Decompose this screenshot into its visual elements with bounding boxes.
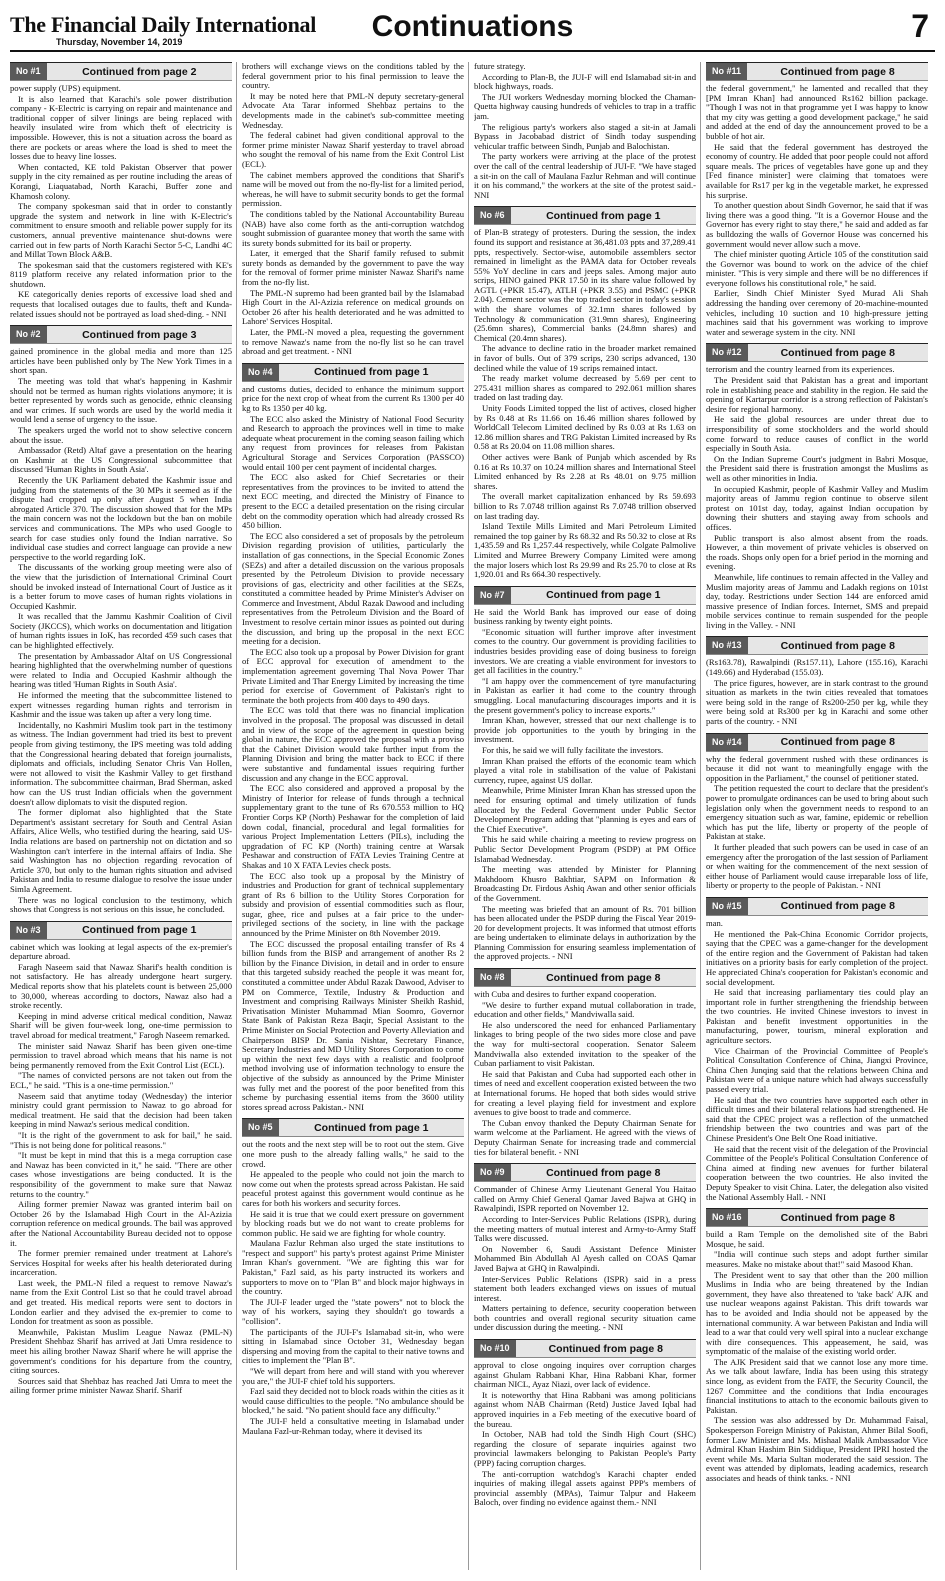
article-paragraph: He informed the meeting that the subcommittee listened to expert witnesses regarding human rights and terrorism in Kashmir and the issue was taken up after a very long time. — [10, 690, 232, 720]
article-paragraph: The party workers were arriving at the place of the protest over the call of the central leadership of JUI-F. "We have staged a sit-in on the call of Maulana Fazlur Rehman and will continue it on his command," the workers at the site of the protest said.- NNI — [474, 151, 696, 200]
article-paragraph: The meeting was told that what's happening in Kashmir should not be termed as human rights violations anymore; it is better represented by words such as genocide, ethnic cleansing and war crimes. If such words are used by the world media it would lend a sense of urgency to the issue. — [10, 376, 232, 425]
continuation-title: Continued from page 8 — [780, 736, 895, 749]
article-paragraph: The ECC also considered a set of proposals by the petroleum Division regarding provision of utilities, particularly the installation of gas connections, in the Special Economic Zones (SEZs) and after a detailed discussion on the various proposals presented by the Petroleum Division to provide necessary provisions of gas, electricity and other facilities at the SEZs, constituted a committee headed by Prime Minister's Adviser on Commerce and Investment, Abdul Razak Dawood and including representatives from the Petroleum Division and the Board of Investment to resolve certain minor issues as pointed out during the discussion, and bring up the proposal in the next ECC meeting for a decision. — [242, 530, 464, 647]
article-paragraph: According to Inter-Services Public Relations (ISPR), during the meeting matters of mutual interest and Army-to-Army Staff Talks were discussed. — [474, 1213, 696, 1244]
continuation-title: Continued from page 8 — [780, 346, 895, 359]
article-paragraph: Meanwhile, Prime Minister Imran Khan has stressed upon the need for ensuring optimal and timely utilization of funds allocated by the Federal Government under Public Sector Development Program adding that "planning is eyes and ears of the Chief Executive". — [474, 785, 696, 834]
article-block — [10, 921, 232, 1396]
issue-date: Thursday, November 14, 2019 — [56, 37, 183, 47]
article-paragraph: of Plan-B strategy of protesters. During the session, the index found its support and resistance at 36,481.03 ppts and 37,289.41 ppts, respectively. Sector-wise, automobile assemblers sector remained in limelight as the PAMA data for October reveals 55% YoY decline in cars and jeeps sales. Among major auto scrips, HINO gained PKR 17.50 in its share value followed by AGTL (+PKR 15.47), ATLH (+PKR 3.55) and PSMC (+PKR 2.04). Cement sector was the top traded sector in today's session with the share volumes of 32.1mn shares followed by Technology & communication (31.9mn shares), Engineering (25.6mn shares), Commercial banks (24.8mn shares) and Chemical (20.4mn shares). — [474, 227, 696, 343]
continuation-header — [474, 1163, 696, 1182]
article-paragraph: KE categorically denies reports of excessive load shed and requests that localised outages due to faults, theft and Kunda-related issues should not be portrayed as load shed-ding. - NNI — [10, 289, 232, 319]
article-paragraph: Incidentally, no Kashmiri Muslim took part in the testimony as witness. The Indian government had tried its best to prevent people from giving testimony, the IPS meeting was told adding that the Congressional hearing debated that foreign journalists, diplomats and officials, including Senator Chris Van Hollen, were not allowed to visit the Kashmir Valley to get firsthand information. The subcommittee chairman, Brad Sherman, asked how can the US trust Indian officials when the government doesn't allow diplomats to visit the disputed region. — [10, 719, 232, 807]
article-paragraph: "Economic situation will further improve after investment comes to the country. Our government is providing facilities to industries besides providing ease of doing business to foreign investors. We are creating a viable environment for investors to get all facilities in the country." — [474, 626, 696, 676]
article-paragraph: The spokesman said that the customers registered with KE's 8119 platform receive any related information prior to the shutdown. — [10, 259, 232, 289]
continuation-tag: No #13 — [706, 637, 748, 654]
article-paragraph: Commander of Chinese Army Lieutenant General You Haitao called on Army Chief General Qamar Javed Bajwa at GHQ in Rawalpindi, ISPR reported on November 12. — [474, 1184, 696, 1214]
article-paragraph: Island Textile Mills Limited and Mari Petroleum Limited remained the top gainer by Rs 68.32 and Rs 50.32 to close at Rs 1,435.59 and Rs 1,257.44 respectively, while Colgate Palmolive Limited and Murree Brewery Company Limited were among the major losers which lost Rs 29.99 and Rs 25.70 to close at Rs 1,920.01 and Rs 664.30 respectively. — [474, 521, 696, 580]
article-paragraph: Vice Chairman of the Provincial Committee of People's Political Consultation Conference of China, Jiangxi Province, China Chen Junqing said that the relations between China and Pakistan were of a unique nature which had always successfully passed every trial. — [706, 1045, 928, 1095]
article-paragraph: The discussants of the working group meeting were also of the view that the jurisdiction of International Criminal Court should be invoked instead of International Court of Justice as it is a better forum to move cases of human rights violations in Occupied Kashmir. — [10, 562, 232, 611]
article-paragraph: approval to close ongoing inquires over corruption charges against Ghulam Rabbani Khar, Hina Rabbani Khar, former chairman NICL, Ayaz Niazi, over lack of evidence. — [474, 1360, 696, 1390]
article-paragraph: Later, it emerged that the Sharif family refused to submit surety bonds as demanded by the government to pave the way for the removal of former prime minister Nawaz Sharif's name from the no-fly list. — [242, 248, 464, 288]
page-number: 7 — [911, 8, 929, 44]
masthead — [10, 6, 935, 52]
article-paragraph: To another question about Sindh Governor, he said that if was living there was a good thing. "It is a Governor House and the Governor has every right to stay there," he said and added as far as bulldozing the walls of Governor House was concerned his government would never allow such a move. — [706, 200, 928, 249]
article-block — [706, 733, 928, 891]
continuation-title: Continued from page 1 — [82, 924, 197, 937]
article-paragraph: The meeting was briefed that an amount of Rs. 701 billion has been allocated under the PSDP during the Fiscal Year 2019-20 for development projects. It was informed that utmost efforts are being undertaken to eliminate delays in authorization by the Planning Commission for ensuring seamless implementation of the approved projects. - NNI — [474, 903, 696, 962]
article-paragraph: The advance to decline ratio in the broader market remained in favor of bulls. Out of 379 scrips, 230 scrips advanced, 130 declined while the value of 19 scrips remained intact. — [474, 343, 696, 373]
continuation-title: Continued from page 2 — [82, 65, 197, 78]
article-paragraph: Meanwhile, Pakistan Muslim League Nawaz (PML-N) President Shehbaz Sharif has arrived at Jati Umra residence to meet his ailing brother Nawaz Sharif where he will apprise the government's conditions for his departure from the country, citing sources. — [10, 1326, 232, 1376]
continuation-header — [706, 343, 928, 362]
column-divider — [236, 62, 237, 1570]
article-paragraph: He said it is true that we could exert pressure on government by blocking roads but we do not want to create problems for common public. He said we are fighting for whole country. — [242, 1208, 464, 1238]
article-paragraph: The overall market capitalization enhanced by Rs 59.693 billion to Rs 7.0748 trillion against Rs 7.0748 trillion observed on last trading day. — [474, 491, 696, 521]
article-paragraph: He also underscored the need for enhanced Parliamentary linkages to bring people of the two sides more close and pave the way for multi-sectoral cooperation. Senator Saleem Mandviwalla also extended invitation to the speaker of the Cuban parliament to visit Pakistan. — [474, 1019, 696, 1069]
continuation-tag: No #1 — [10, 63, 47, 80]
continuation-header — [706, 733, 928, 752]
article-paragraph: The ECC also asked for Chief Secretaries or their representatives from the provinces to be invited to attend the next ECC meeting, and directed the Ministry of Finance to present to the ECC a detailed presentation on the rising circular debt on the commodity operation which had already crossed Rs 450 billion. — [242, 472, 464, 531]
article-paragraph: The price figures, however, are in stark contrast to the ground situation as markets in the twin cities revealed that tomatoes were being sold in the range of Rs200-250 per kg, while they were being sold at Rs300 per kg in Karachi and some other parts of the country. - NNI — [706, 677, 928, 727]
article-block — [706, 897, 928, 1202]
article-paragraph: He said that the two countries have supported each other in difficult times and their bilateral relations had strengthened. He said that the CPEC project was a reflection of the unmatched friendship between the two countries and was part of the Chinese President's One Belt One Road initiative. — [706, 1094, 928, 1143]
article-paragraph: The religious party's workers also staged a sit-in at Jamali Bypass in Jacobabad district of Sindh today suspending vehicular traffic between Sindh, Punjab and Balochistan. — [474, 121, 696, 151]
article-block — [706, 636, 928, 726]
article-paragraph: Ambassador (Retd) Altaf gave a presentation on the hearing on Kashmir at the US Congressional subcommittee that discussed 'Human Rights in South Asia'. — [10, 445, 232, 475]
article-paragraph: Fazl said they decided not to block roads within the cities as it would cause difficulties to the people. "No ambulance should be blocked," he said. "No patient should face any difficulty." — [242, 1386, 464, 1416]
article-paragraph: "We desire to further expand mutual collaboration in trade, education and other fields," Mandviwalla said. — [474, 999, 696, 1020]
article-block — [474, 1163, 696, 1333]
continuation-title: Continued from page 1 — [546, 209, 661, 222]
column-3 — [474, 62, 696, 1570]
article-paragraph: He said the global resources are under threat due to irresponsibility of some stockholders and the world should come forward to reduce causes of conflict in the world especially in South Asia. — [706, 414, 928, 454]
article-paragraph: In occupied Kashmir, people of Kashmir Valley and Muslim majority areas of Jammu region continue to observe silent protest on 101st day, today, against Indian occupation by downing their shutters and staying away from schools and offices. — [706, 483, 928, 532]
article-paragraph: Sources said that Shehbaz has reached Jati Umra to meet the ailing former prime minister Nawaz Sharif. Sharif — [10, 1375, 232, 1396]
article-paragraph: The ECC was told that there was no financial implication involved in the proposal. The proposal was discussed in detail and in view of the scope of the agreement in question being global in nature, the ECC approved the proposal with a proviso that the Cabinet Division would take further input from the Planning Division and bring the matter back to ECC if there were substantive and fundamental issues requiring further discussion and any change in the ECC approval. — [242, 705, 464, 783]
article-block — [474, 206, 696, 579]
continuation-header — [474, 586, 696, 605]
continuation-tag: No #15 — [706, 898, 748, 915]
article-paragraph: "India will continue such steps and adopt further similar measures. Make no mistake about that!" said Masood Khan. — [706, 1249, 928, 1269]
article-block — [242, 1118, 464, 1436]
article-block — [706, 343, 928, 630]
article-paragraph: brothers will exchange views on the conditions tabled by the federal government prior to his final permission to leave the country. — [242, 62, 464, 91]
continuation-title: Continued from page 8 — [780, 639, 895, 652]
article-block — [10, 62, 232, 319]
article-paragraph: The session was also addressed by Dr. Muhammad Faisal, Spokesperson Foreign Ministry of Pakistan, Ahmer Bilal Soofi, former Law Minister and Ms. Mishaal Malik Ambassador Vice Admiral Khan Hashim Bin Siddique, President IPRI hosted the event while Ms. Maria Sultan moderated the said session. The event was attended by diplomats, leading academics, research associates and heads of think tanks. - NNI — [706, 1415, 928, 1483]
article-paragraph: For this, he said we will fully facilitate the investors. — [482, 745, 664, 755]
continuation-tag: No #9 — [474, 1164, 511, 1181]
article-paragraph: The petition requested the court to declare that the president's power to promulgate ordinances can be used to bring about such legislation only when the government needs to respond to an emergency situation such as war, famine, epidemic or rebellion which has put the life, liberty or property of the people of Pakistan at stake. — [706, 783, 928, 842]
article-paragraph: On November 6, Saudi Assistant Defence Minister Mohammed Bin Abdullah Al Ayesh called on COAS Qamar Javed Bajwa at GHQ in Rawalpindi. — [474, 1243, 696, 1273]
article-paragraph: gained prominence in the global media and more than 125 articles have been published only by The New York Times in a short span. — [10, 346, 232, 376]
article-paragraph: The former premier remained under treatment at Lahore's Services Hospital for weeks after his health deteriorated during incarceration. — [10, 1248, 232, 1278]
article-paragraph: It may be noted here that PML-N deputy secretary-general Advocate Ata Tarar informed Shehbaz pertains to the developments made in the cabinet's sub-committee meeting Wednesday. — [242, 90, 464, 130]
article-paragraph: Imran Khan praised the efforts of the economic team which played a vital role in stabilisation of the value of Pakistani currency, rupee, against US dollar. — [474, 755, 696, 785]
continuation-header — [706, 1208, 928, 1227]
article-paragraph: He said that the federal government has destroyed the economy of country. He added that poor people could not afford square meals. The prices of vegetables have gone up and they [Fed finance minister] were claiming that tomatoes were available for Rs17 per kg in the vegetable market, he expressed his surprise. — [706, 141, 928, 200]
column-divider — [700, 62, 701, 1570]
article-paragraph: Meanwhile, life continues to remain affected in the Valley and Muslim majority areas of Jammu and Ladakh regions on 101st day, today. Restrictions under Section 144 are enforced amid massive presence of Indian forces. Internet, SMS and prepaid mobile services continue to remain suspended for the people living in the Valley. - NNI — [706, 571, 928, 630]
continuation-tag: No #2 — [10, 326, 47, 343]
continuation-tag: No #14 — [706, 734, 748, 751]
article-paragraph: The anti-corruption watchdog's Karachi chapter ended inquiries of making illegal assets against PPP's members of provincial assembly (MPAs), Taimur Talpur and Hakeem Baloch, over finding no evidence against them.- NNI — [474, 1468, 696, 1508]
continuation-tag: No #4 — [242, 364, 279, 381]
article-paragraph: According to Plan-B, the JUI-F will end Islamabad sit-in and block highways, roads. — [474, 71, 696, 92]
article-paragraph: (Rs163.78), Rawalpindi (Rs157.11), Lahore (155.16), Karachi (149.66) and Hyderabad (155.03). — [706, 657, 928, 678]
article-paragraph: The cabinet members approved the conditions that Sharif's name will be moved out from the no-fly-list for a limited period, whereas, he will have to submit security bonds to get the formal permission. — [242, 169, 464, 209]
article-paragraph: Matters pertaining to defence, security cooperation between both countries and overall regional security situation came under discussion during the meeting. - NNI — [474, 1303, 696, 1333]
article-paragraph: The company spokesman said that in order to constantly upgrade the system and network in line with K-Electric's commitment to ensure smooth and reliable power supply for its customers, annual preventive maintenance shut-downs were carried out in few parts of North Karachi Sector 5-C, Landhi 4C and Millat Town Block A&B. — [10, 201, 232, 260]
article-paragraph: Recently the UK Parliament debated the Kashmir issue and judging from the statements of the 30 MPs it seemed as if the dispute had cropped up only after August 5 when India abrogated Article 370. The discussion showed that for the MPs the main concern was not the lockdown but the ban on mobile services and communications. The MPs who used Google to search for case studies only found the Indian narrative. So individual case studies and correct language can provide a new perspective to the world regarding IoK. — [10, 474, 232, 562]
continuation-header — [706, 636, 928, 655]
article-paragraph: He said that increasing parliamentary ties could play an important role in further strengthening the friendship between the two countries. He invited Chinese investors to invest in Pakistan and benefit investment opportunities in the manufacturing, power, tourism, mineral exploration and agriculture sectors. — [706, 987, 928, 1046]
continuation-tag: No #10 — [474, 1340, 516, 1357]
continuation-header — [706, 897, 928, 916]
article-paragraph: The speakers urged the world not to show selective concern about the issue. — [10, 425, 232, 445]
article-block — [10, 325, 232, 914]
article-paragraph: Naseem said that anytime today (Wednesday) the interior ministry could grant permission to Nawaz to go abroad for medical treatment. He said that the decision had been taken keeping in mind Nawaz's serious medical condition. — [10, 1090, 232, 1130]
article-paragraph: "I am happy over the commencement of tyre manufacturing in Pakistan as earlier it had come to the country through smuggling. Local manufacturing discourages imports and it is the present government's policy to increase exports." — [474, 675, 696, 715]
article-paragraph: The ECC also took up a proposal by the Ministry of industries and Production for grant of technical supplementary grant of Rs 6 billion to the Utility Stores Corporation for subsidy and provision of essential commodities such as flour, sugar, ghee, rice and pulses at a fair price to the under-privileged sections of the society, in line with the package announced by the Prime Minister on 8th November 2019. — [242, 870, 464, 939]
article-paragraph: future strategy. — [474, 62, 526, 71]
continuation-header — [474, 206, 696, 225]
continuation-header — [10, 62, 232, 81]
article-paragraph: The minister said Nawaz Sharif has been given one-time permission to travel abroad which means that his name is not being permanently removed from the Exit Control List (ECL). — [10, 1040, 232, 1070]
continuation-title: Continued from page 8 — [546, 1166, 661, 1179]
continuation-title: Continued from page 8 — [546, 971, 661, 984]
article-block — [706, 1208, 928, 1483]
column-divider — [468, 62, 469, 1570]
article-paragraph: He said that the recent visit of the delegation of the Provincial Committee of the People's Political Consultation Conference of China aimed at finding new avenues for further bilateral cooperation between the two countries. He also invited the Deputy Speaker to visit China. Later, the delegation also visited the National Assembly Hall. - NNI — [706, 1143, 928, 1202]
continuation-title: Continued from page 1 — [314, 366, 429, 379]
column-2 — [242, 62, 464, 1570]
continuation-tag: No #8 — [474, 969, 511, 986]
continuation-tag: No #7 — [474, 587, 511, 604]
article-paragraph: Later, the PML-N moved a plea, requesting the government to remove Nawaz's name from the no-fly list so he can travel abroad and get treatment. - NNI — [242, 327, 464, 357]
continuation-title: Continued from page 8 — [780, 65, 895, 78]
article-paragraph: The ECC also considered and approved a proposal by the Ministry of Interior for release of funds through a technical supplementary grant to the tune of Rs 670.553 million to HQ Frontier Corps KP (North) Peshawar for the completion of laid down codal, financial, procedural and legal formalities for various Project Implementation Letters (PILs), including the upgradation of FC KP (North) training centre at Warsak Peshawar and construction of FATA Levies Training Centre at Shakas and 10 X FATA Levies check posts. — [242, 783, 464, 870]
continuation-header — [242, 1118, 464, 1137]
article-paragraph: Ailing former premier Nawaz was granted interim bail on October 26 by the Islamabad High Court in the Al-Azizia corruption reference on medical grounds. The bail was approved after the National Accountability Bureau decided not to oppose it. — [10, 1199, 232, 1248]
article-block — [474, 1339, 696, 1508]
continuation-tag: No #6 — [474, 207, 511, 224]
continuation-title: Continued from page 8 — [780, 900, 895, 913]
article-paragraph: The chief minister quoting Article 105 of the constitution said the Governor was bound to work on the advice of the chief minister. "This is very simple and there will be no differences if everyone follows his constitutional role," he said. — [706, 249, 928, 288]
article-paragraph: It was recalled that the Jammu Kashmir Coalition of Civil Society (JKCCS), which works on documentation and litigation of human rights issues in IoK, has recorded 459 such cases that can be highlighted effectively. — [10, 611, 232, 651]
article-block — [474, 968, 696, 1157]
article-paragraph: The presentation by Ambassador Altaf on US Congressional hearing highlighted that the overwhelming number of questions were related to India and Occupied Kashmir although the hearing was titled 'Human Rights in South Asia'. — [10, 650, 232, 690]
continuation-tag: No #12 — [706, 344, 748, 361]
article-paragraph: "It is the right of the government to ask for bail," he said. "This is not being done for political reasons." — [10, 1129, 232, 1150]
continuation-tag: No #11 — [706, 63, 747, 80]
article-paragraph: man. — [706, 917, 723, 928]
article-paragraph: out the roots and the next step will be to root out the stem. Give one more push to the already falling walls," he said to the crowd. — [242, 1139, 464, 1169]
article-paragraph: Faragh Naseem said that Nawaz Sharif's health condition is not satisfactory. He has already undergone heart surgery. Medical reports show that his platelets count is between 25,000 to 30,000, whereas according to doctors, Nawaz also had a stroke recently. — [10, 961, 232, 1011]
column-4 — [706, 62, 928, 1570]
article-paragraph: "We will depart from here and will stand with you wherever you are," the JUI-F chief told his supporters. — [242, 1366, 464, 1386]
article-paragraph: Keeping in mind adverse critical medical condition, Nawaz Sharif will be given four-week long, one-time permission to travel abroad for medical treatment," Farogh Naseem remarked. — [10, 1010, 232, 1041]
continuation-title: Continued from page 8 — [780, 1211, 895, 1224]
continuation-header — [474, 1339, 696, 1358]
article-block — [242, 363, 464, 1113]
article-paragraph: The participants of the JUI-F's Islamabad sit-in, who were sitting in Islamabad since October 31, Wednesday began dispersing and moving from the capital to their native towns and cities to implement the "Plan B". — [242, 1326, 464, 1366]
article-paragraph: why the federal government rushed with these ordinances is because it did not want to meaningfully engage with the opposition in the Parliament," the counsel of petitioner stated. — [706, 753, 928, 783]
article-paragraph: power supply (UPS) equipment. — [10, 83, 121, 93]
article-block — [706, 62, 928, 337]
column-1 — [10, 62, 232, 1570]
continuation-header — [706, 62, 928, 81]
article-paragraph: The PML-N supremo had been granted bail by the Islamabad High Court in the Al-Azizia reference on medical grounds on October 26 after his health deteriorated and he was admitted to Lahore' Services Hospital. — [242, 287, 464, 327]
continuation-title: Continued from page 3 — [82, 328, 197, 341]
article-paragraph: This he said while chairing a meeting to review progress on Public Sector Development Program (PSDP) at PM Office Islamabad Wednesday. — [474, 834, 696, 864]
article-paragraph: the federal government," he lamented and recalled that they [PM Imran Khan] had announced Rs162 billion package. "Though I was not in that programme yet I was happy to know that my city was getting a good development package," he said and added at the end of day the announcement proved to be a bubble of hot air. — [706, 83, 928, 141]
article-paragraph: build a Ram Temple on the demolished site of the Babri Mosque, he said. — [706, 1229, 928, 1249]
article-paragraph: The JUI-F held a consultative meeting in Islamabad under Maulana Fazl-ur-Rehman today, where it devised its — [242, 1415, 464, 1436]
article-paragraph: Last week, the PML-N filed a request to remove Nawaz's name from the Exit Control List so that he could travel abroad and get treated. His medical reports were sent to doctors in London earlier and they advised the ex-premier to come to London for treatment as soon as possible. — [10, 1277, 232, 1327]
continuation-tag: No #16 — [706, 1209, 748, 1226]
article-paragraph: The President said that Pakistan has a great and important role in establishing peace and stability in the region. He said the opening of Kartarpur corridor is a strong reflection of Pakistan's desire for regional harmony. — [706, 375, 928, 414]
article-paragraph: The AJK President said that we cannot lose any more time. As we talk about lawfare, India has been using this strategy since long, as evident from the FATF, the Security Council, the 1267 Committee and the conditions that India encourages financial institutions to attach to the economic bailouts given to Pakistan. — [706, 1356, 928, 1415]
newspaper-name: The Financial Daily International — [10, 12, 317, 37]
article-paragraph: He appealed to the people who could not join the march to now come out when the protests spread across Pakistan. He said peaceful protest against this government would continue as he cares for both his workers and security forces. — [242, 1169, 464, 1208]
article-paragraph: He said that Pakistan and Cuba had supported each other in times of need and excellent cooperation existed between the two at International forums. He hoped that both sides would strive for creating a level playing field for investment and explore avenues to give boost to trade and commerce. — [474, 1068, 696, 1118]
continuation-header — [474, 968, 696, 987]
article-paragraph: Other actives were Bank of Punjab which ascended by Rs 0.16 at Rs 10.37 on 10.24 million shares and International Steel Limited enhanced by Rs 2.28 at Rs 48.01 on 9.75 million shares. — [474, 451, 696, 491]
article-paragraph: Inter-Services Public Relations (ISPR) said in a press statement both leaders exchanged views on issues of mutual interest. — [474, 1273, 696, 1303]
continuation-tag: No #5 — [242, 1119, 279, 1136]
article-paragraph: It is also learned that Karachi's sole power distribution company - K-Electric is carrying on repair and maintenance and traditional copper of silver linings are being replaced with heavily insulated wire from which theft of electricity is impossible. However, this is not a situation across the board as there are pockets or areas where the load is shed to meet the losses due to heavy line losses. — [10, 93, 232, 162]
article-paragraph: Unity Foods Limited topped the list of actives, closed higher by Rs 0.48 at Rs 11.66 on 16.46 million shares followed by WorldCall Telecom Limited declined by Rs 0.03 at Rs 1.63 on 12.86 million shares and TRG Pakistan Limited increased by Rs 0.58 at Rs 20.04 on 11.08 million shares. — [474, 403, 696, 452]
article-paragraph: He mentioned the Pak-China Economic Corridor projects, saying that the CPEC was a game-changer for the development of the entire region and the Government of Pakistan had taken initiatives on a priority basis for early completion of the project. He appreciated China's cooperation for Pakistan's economic and social development. — [706, 928, 928, 987]
article-paragraph: The Cuban envoy thanked the Deputy Chairman Senate for warm welcome at the Parliament. He agreed with the views of Deputy Chairman Senate for increasing trade and commercial ties for bilateral benefit. - NNI — [474, 1117, 696, 1157]
continuation-title: Continued from page 1 — [546, 589, 661, 602]
section-title: Continuations — [371, 10, 574, 43]
continuation-header — [10, 921, 232, 940]
article-paragraph: The JUI workers Wednesday morning blocked the Chaman-Quetta highway causing hundreds of vehicles to trap in a traffic jam. — [474, 91, 696, 121]
article-paragraph: with Cuba and desires to further expand cooperation. — [474, 989, 657, 1000]
article-paragraph: The ready market volume decreased by 5.69 per cent to 275.431 million shares as compared to 292.061 million shares traded on last trading day. — [474, 373, 696, 403]
article-paragraph: It further pleaded that such powers can be used in case of an emergency after the prorogation of the last session of Parliament or when waiting for the commencement of the next session of either house of Parliament would cause irreparable loss of life, liberty or property to the people of Pakistan. - NNI — [706, 841, 928, 891]
continuation-header — [10, 325, 232, 344]
article-paragraph: The ECC also asked the Ministry of National Food Security and Research to approach the provinces well in time to make adequate wheat procurement in the coming season failing which any request from provinces for releases from Pakistan Agricultural Storage and Services Corporation (PASSCO) would entail 100 per cent payment of incidental charges. — [242, 413, 464, 472]
article-paragraph: The President went to say that other than the 200 million Muslims in India who are being threatened by the Indian government, they have also threatened to 'take back' AJK and use nuclear weapons against Pakistan. This drift towards war has to be avoided and India should not be appeased by the international community. A war between Pakistan and India will lead to a war that could very well spiral into a nuclear exchange with dire consequences. This appeasement, he said, was symptomatic of the malaise of the existing world order. — [706, 1269, 928, 1357]
article-paragraph: The former diplomat also highlighted that the State Department's assistant secretary for South and Central Asian Affairs, Alice Wells, who testified during the hearing, said US-India relations are based on partnership not on dictation and so Washington can't interfere in the internal affairs of India. She said Washington has no objection regarding revocation of Article 370, but only to the human rights situation and advised Pakistan and India to resume dialogue to resolve the issue under Simla Agreement. — [10, 807, 232, 894]
continuation-title: Continued from page 1 — [314, 1121, 429, 1134]
article-paragraph: The JUI-F leader urged the "state powers" not to block the way of his workers, saying they shouldn't go towards a "collision". — [242, 1296, 464, 1327]
article-paragraph: Imran Khan, however, stressed that our next challenge is to provide job opportunities to the youth by bringing in the investment. — [474, 715, 696, 745]
article-paragraph: In October, NAB had told the Sindh High Court (SHC) regarding the closure of separate inquiries against two provincial lawmakers belonging to Pakistan People's Party (PPP) facing corruption charges. — [474, 1429, 696, 1468]
continuation-header — [242, 363, 464, 382]
article-paragraph: Public transport is also almost absent from the roads. However, a thin movement of private vehicles is observed on the roads. Shops only open for a brief period in the morning and evening. — [706, 532, 928, 572]
article-block — [242, 62, 464, 357]
article-paragraph: He said the World Bank has improved our ease of doing business ranking by twenty eight points. — [474, 606, 696, 627]
article-paragraph: cabinet which was looking at legal aspects of the ex-premier's departure abroad. — [10, 941, 232, 962]
article-block — [474, 62, 696, 200]
continuation-tag: No #3 — [10, 922, 47, 939]
article-block — [474, 586, 696, 962]
article-paragraph: "The names of convicted persons are not taken out from the ECL," he said. "This is a one-time permission." — [10, 1070, 232, 1090]
continuation-title: Continued from page 8 — [548, 1342, 663, 1355]
article-paragraph: It is noteworthy that Hina Rabbani was among politicians against whom NAB Chairman (Retd) Justice Javed Iqbal had approved inquiries in a Feb meeting of the executive board of the bureau. — [474, 1389, 696, 1429]
article-paragraph: The ECC also took up a proposal by Power Division for grant of ECC approval for execution of amendment to the implementation agreement governing Thal Nova Power Thar Private Limited and Thar Energy Limited by increasing the time period for exercise of Government of Pakistan's right to terminate the both projects from 400 days to 490 days. — [242, 646, 464, 705]
article-paragraph: On the Indian Supreme Court's judgment in Babri Mosque, the President said there is frustration amongst the Muslims as well as other minorities in India. — [706, 453, 928, 483]
article-paragraph: The federal cabinet had given conditional approval to the former prime minister Nawaz Sharif yesterday to travel abroad who sought the removal of his name from the Exit Control List (ECL). — [242, 130, 464, 169]
article-paragraph: terrorism and the country learned from its experiences. — [706, 364, 895, 375]
article-paragraph: The conditions tabled by the National Accountability Bureau (NAB) have also come forth as the anti-corruption watchdog sought submission of guarantee money that worth the same with its surety bonds submitted for its bail or property. — [242, 208, 464, 248]
article-paragraph: Maulana Fazlur Rehman also urged the state institutions to "respect and support" his party's protest against Prime Minister Imran Khan's government. "We are fighting this war for Pakistan," Fazl said, as his party instructed its workers and supporters to move on to "Plan B" and block major highways in the country. — [242, 1238, 464, 1297]
article-paragraph: The meeting was attended by Minister for Planning Makhdoom Khusro Bakhtiar, SAPM on Information & Broadcasting Dr. Firdous Ashiq Awan and other senior officials of the Government. — [474, 864, 696, 903]
article-paragraph: The ECC discussed the proposal entailing transfer of Rs 4 billion funds from the BISP and arrangement of another Rs 2 billion by the Finance Division, in detail and in order to ensure that this targeted subsidy reached the people it was meant for, constituted a committee under Abdul Razak Dawood, Adviser to PM on Commerce, Textile, Industry & Production and Investment and comprising Railways Minister Sheikh Rashid, Privatisation Minister Muhammad Mian Soomro, Governor State Bank of Pakistan Reza Baqir, Special Assistant to the Prime Minister on Social Protection and Poverty Alleviation and Chairperson BISP Dr. Sania Nishtar, Secretary Finance, Secretary Industries and MD Utility Stores Corporation to come up within the next few days with a realistic and foolproof method involving use of information technology to ensure the objective of the subsidy as announced by the Prime Minister was fully met and the poorest of the poor benefited from this scheme by purchasing essential items from the 3600 utility stores spread across Pakistan.- NNI — [242, 938, 464, 1112]
article-paragraph: Earlier, Sindh Chief Minister Syed Murad Ali Shah addressing the handing over ceremony of 20-machine-mounted vehicles, including 10 suction and 10 high-pressure jetting machines said that his government was working to improve water and sewerage system in the city. NNI — [706, 288, 928, 337]
article-paragraph: "It must be kept in mind that this is a mega corruption case and Nawaz has been convicted in it," he said. "There are other cases whose investigations are being conducted. It is the responsibility of the government to make sure that Nawaz returns to the country." — [10, 1150, 232, 1199]
article-paragraph: There was no logical conclusion to the testimony, which shows that Congress is not serious on this issue, he concluded. — [10, 894, 232, 915]
article-paragraph: When contacted, KE told Pakistan Observer that power supply in the city remained as per routine including the areas of Korangi, Liaquatabad, North Karachi, Buffer zone and Khamosh colony. — [10, 161, 232, 201]
article-paragraph: and customs duties, decided to enhance the minimum support price for the next crop of wheat from the current Rs 1300 per 40 kg to Rs 1350 per 40 kg. — [242, 383, 464, 413]
